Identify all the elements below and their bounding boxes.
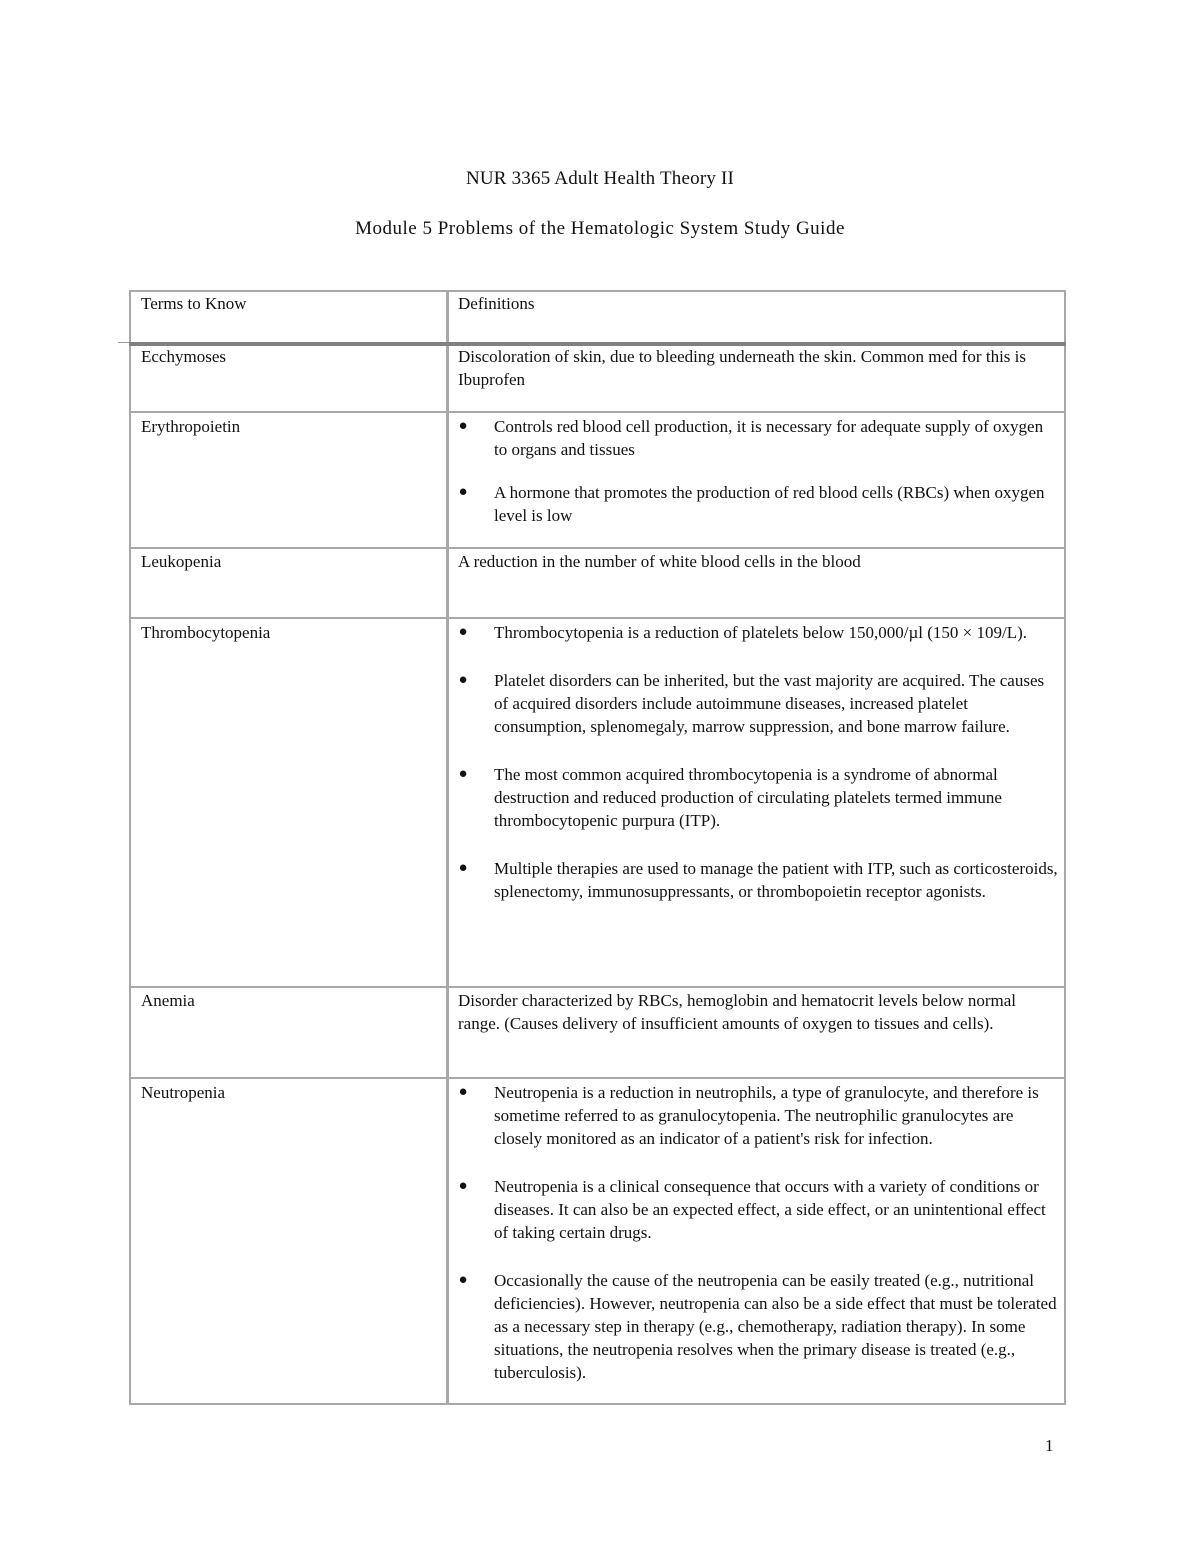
row-divider xyxy=(129,986,1066,988)
bullet-icon: ● xyxy=(458,860,468,876)
bullet-icon: ● xyxy=(458,624,468,640)
bullet-text: Thrombocytopenia is a reduction of platelets below 150,000/µl (150 × 109/L). xyxy=(494,623,1028,642)
list-item xyxy=(458,1175,1058,1244)
bullet-text: Multiple therapies are used to manage the patient with ITP, such as corticosteroids, splenectomy, immunosuppressants, or thrombopoietin receptor agonists. xyxy=(494,859,1058,901)
row-divider xyxy=(129,1077,1066,1079)
list-item xyxy=(458,621,1058,644)
definition-thrombocytopenia xyxy=(458,621,1058,903)
row-divider xyxy=(129,411,1066,413)
definition-neutropenia xyxy=(458,1081,1058,1384)
column-divider xyxy=(446,290,449,1405)
list-item xyxy=(458,669,1058,738)
bullet-icon: ● xyxy=(458,1084,468,1100)
term-erythropoietin: Erythropoietin xyxy=(141,417,241,436)
list-item xyxy=(458,857,1058,903)
document-subtitle: Module 5 Problems of the Hematologic System Study Guide xyxy=(355,218,845,239)
bullet-text: Platelet disorders can be inherited, but the vast majority are acquired. The causes of acquired disorders include autoimmune diseases, increased platelet consumption, splenomegaly, marrow suppression, and bone marrow failure. xyxy=(494,671,1045,736)
list-item xyxy=(458,1269,1058,1384)
bullet-icon: ● xyxy=(458,672,468,688)
document-title: NUR 3365 Adult Health Theory II xyxy=(465,168,735,189)
bullet-text: Neutropenia is a reduction in neutrophils, a type of granulocyte, and therefore is sometime referred to as granulocytopenia. The neutrophilic granulocytes are closely monitored as an indicator of a patient's risk for infection. xyxy=(494,1083,1039,1148)
row-divider xyxy=(129,547,1066,549)
bullet-icon: ● xyxy=(458,766,468,782)
bullet-text: The most common acquired thrombocytopenia is a syndrome of abnormal destruction and reduced production of circulating platelets termed immune thrombocytopenic purpura (ITP). xyxy=(494,765,1002,830)
header-definitions: Definitions xyxy=(458,294,535,313)
definition-anemia: Disorder characterized by RBCs, hemoglobin and hematocrit levels below normal range. (Causes delivery of insufficient amounts of oxygen to tissues and cells). xyxy=(458,991,1017,1033)
row-divider xyxy=(129,617,1066,619)
term-leukopenia: Leukopenia xyxy=(141,552,222,571)
bullet-text: Neutropenia is a clinical consequence that occurs with a variety of conditions or diseases. It can also be an expected effect, a side effect, or an unintentional effect of taking certain drugs. xyxy=(494,1177,1046,1242)
term-neutropenia: Neutropenia xyxy=(141,1083,226,1102)
definition-erythropoietin xyxy=(458,415,1058,527)
page-number: 1 xyxy=(1045,1436,1054,1455)
bullet-text: Controls red blood cell production, it is necessary for adequate supply of oxygen to organs and tissues xyxy=(494,417,1044,459)
bullet-icon: ● xyxy=(458,1178,468,1194)
bullet-text: A hormone that promotes the production of red blood cells (RBCs) when oxygen level is low xyxy=(494,483,1045,525)
list-item xyxy=(458,481,1058,527)
definition-leukopenia: A reduction in the number of white blood cells in the blood xyxy=(458,552,861,571)
definition-ecchymoses: Discoloration of skin, due to bleeding underneath the skin. Common med for this is Ibuprofen xyxy=(458,347,1026,389)
term-ecchymoses: Ecchymoses xyxy=(141,347,226,366)
list-item xyxy=(458,763,1058,832)
bullet-icon: ● xyxy=(458,484,468,500)
list-item xyxy=(458,1081,1058,1150)
list-item xyxy=(458,415,1058,461)
bullet-text: Occasionally the cause of the neutropenia can be easily treated (e.g., nutritional deficiencies). However, neutropenia can also be a side effect that must be tolerated as a necessary step in therapy (e.g., chemotherapy, radiation therapy). In some situations, the neutropenia resolves when the primary disease is treated (e.g., tuberculosis). xyxy=(494,1271,1057,1382)
bullet-icon: ● xyxy=(458,1272,468,1288)
bullet-icon: ● xyxy=(458,418,468,434)
term-anemia: Anemia xyxy=(141,991,195,1010)
term-thrombocytopenia: Thrombocytopenia xyxy=(141,623,271,642)
header-terms: Terms to Know xyxy=(141,294,247,313)
